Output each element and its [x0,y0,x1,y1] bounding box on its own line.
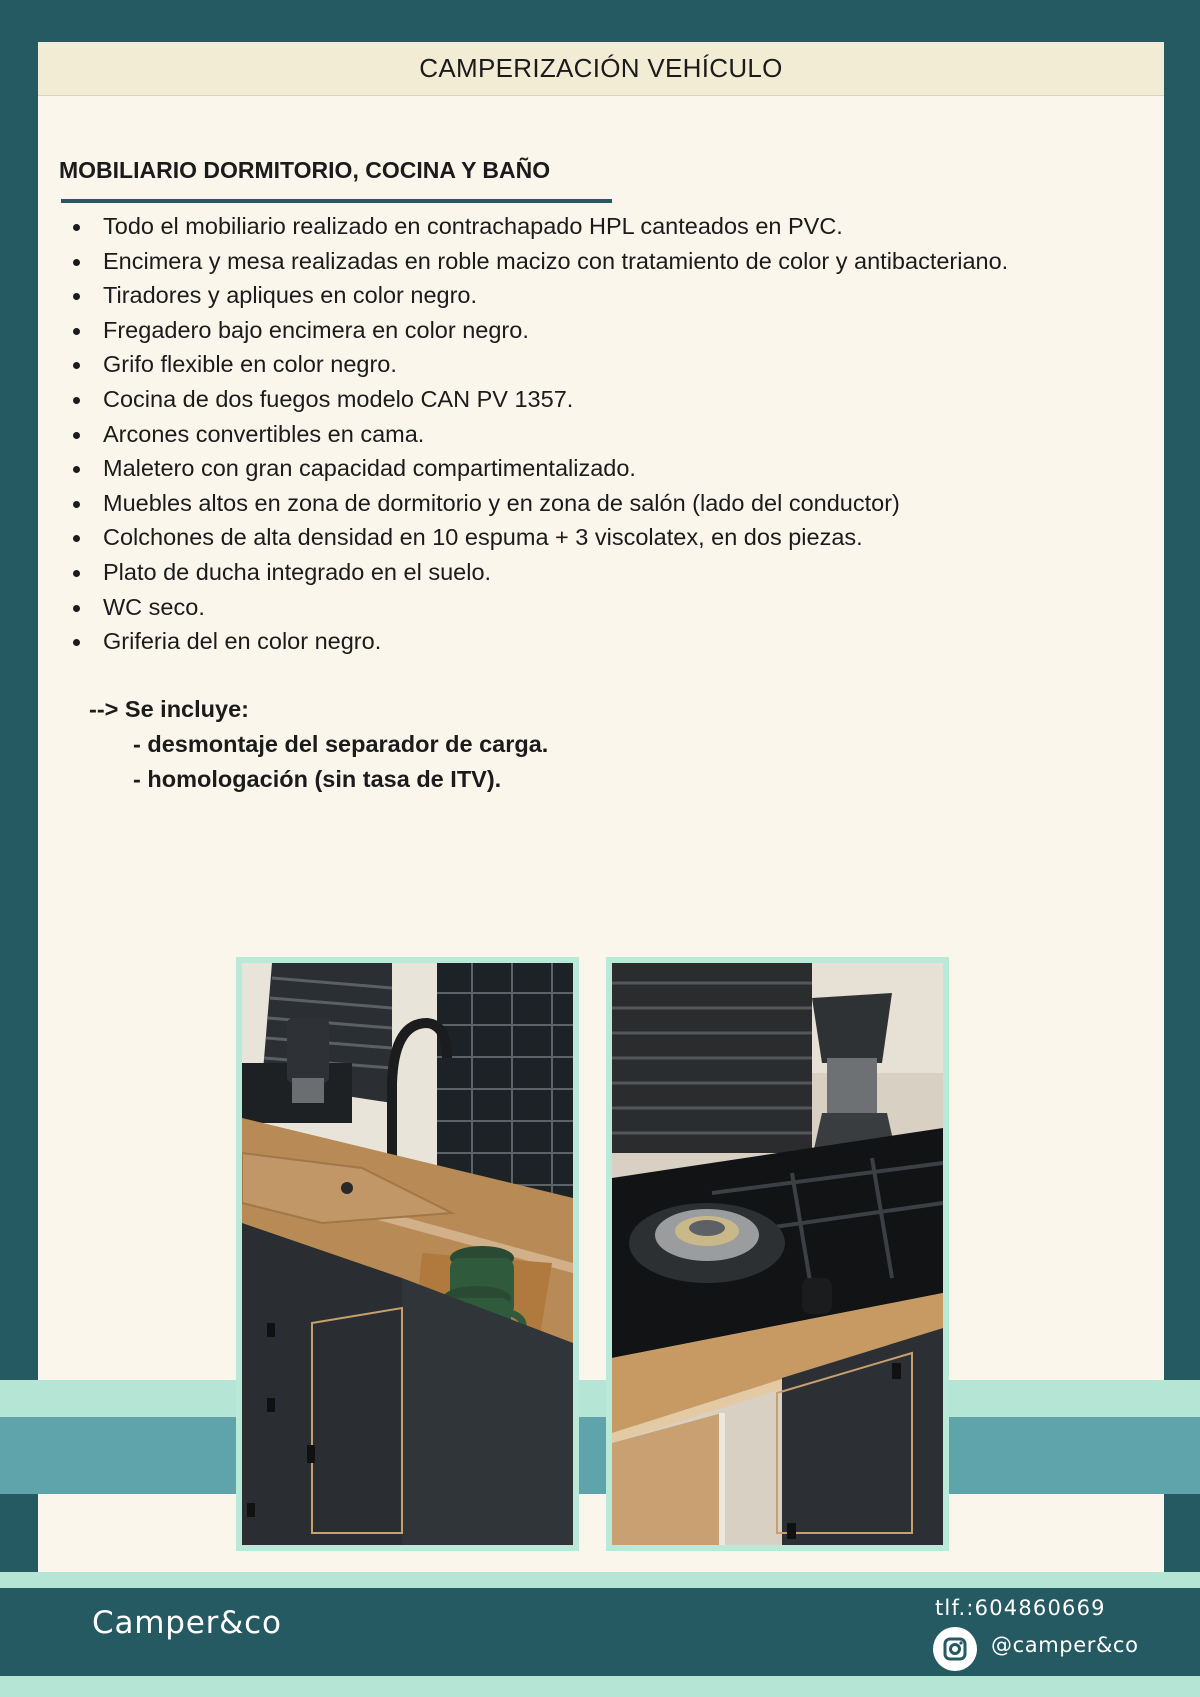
list-item-text: Tiradores y apliques en color negro. [103,282,478,309]
list-item [69,278,1008,313]
bullet-icon [73,224,80,231]
list-item [69,451,1008,486]
list-item-text: Muebles altos en zona de dormitorio y en zona de salón (lado del conductor) [103,489,900,516]
list-item [69,486,1008,521]
bullet-icon [73,501,80,508]
instagram-icon [933,1627,977,1671]
brand-name: Camper&co [92,1605,282,1641]
list-item-text: WC seco. [103,593,205,620]
list-item [69,624,1008,659]
section-underline [61,199,612,203]
list-item [69,520,1008,555]
list-item-text: Griferia del en color negro. [103,628,382,655]
features-list [69,209,1008,659]
list-item-text: Encimera y mesa realizadas en roble macizo con tratamiento de color y antibacteriano. [103,247,1009,274]
list-item [69,590,1008,625]
page-title: CAMPERIZACIÓN VEHÍCULO [419,53,783,83]
included-item: - desmontaje del separador de carga. [133,731,549,757]
kitchen-counter-photo [236,957,579,1551]
bullet-icon [73,605,80,612]
list-item [69,417,1008,452]
list-item-text: Plato de ducha integrado en el suelo. [103,558,492,585]
list-item-text: Grifo flexible en color negro. [103,351,397,378]
list-item [69,313,1008,348]
list-item [69,555,1008,590]
decorative-band-teal [0,1417,1200,1494]
decorative-band-mint [0,1676,1200,1697]
bullet-icon [73,639,80,646]
list-item-text: Fregadero bajo encimera en color negro. [103,316,529,343]
bullet-icon [73,259,80,266]
stove-photo [606,957,949,1551]
bullet-icon [73,328,80,335]
instagram-handle[interactable]: @camper&co [991,1633,1139,1657]
stove-illustration [612,963,943,1545]
section-title: MOBILIARIO DORMITORIO, COCINA Y BAÑO [59,157,551,183]
included-item: - homologación (sin tasa de ITV). [133,766,502,792]
header-band [38,42,1164,96]
bullet-icon [73,466,80,473]
list-item-text: Todo el mobiliario realizado en contrachapado HPL canteados en PVC. [103,213,843,239]
bullet-icon [73,432,80,439]
list-item-text: Arcones convertibles en cama. [103,420,425,447]
list-item [69,209,1008,244]
kitchen-counter-illustration [242,963,573,1545]
included-block [89,692,548,797]
bullet-icon [73,397,80,404]
list-item [69,347,1008,382]
included-heading: --> Se incluye: [89,696,249,722]
list-item-text: Colchones de alta densidad en 10 espuma + 3 viscolatex, en dos piezas. [103,524,863,551]
list-item-text: Cocina de dos fuegos modelo CAN PV 1357. [103,385,574,412]
bullet-icon [73,570,80,577]
instagram-glyph [933,1627,977,1671]
phone-number: tlf.:604860669 [935,1596,1106,1620]
list-item-text: Maletero con gran capacidad compartimentalizado. [103,455,636,482]
decorative-band-mint [0,1572,1200,1588]
bullet-icon [73,535,80,542]
bullet-icon [73,362,80,369]
decorative-band-mint [0,1380,1200,1417]
list-item [69,244,1008,279]
list-item [69,382,1008,417]
bullet-icon [73,293,80,300]
